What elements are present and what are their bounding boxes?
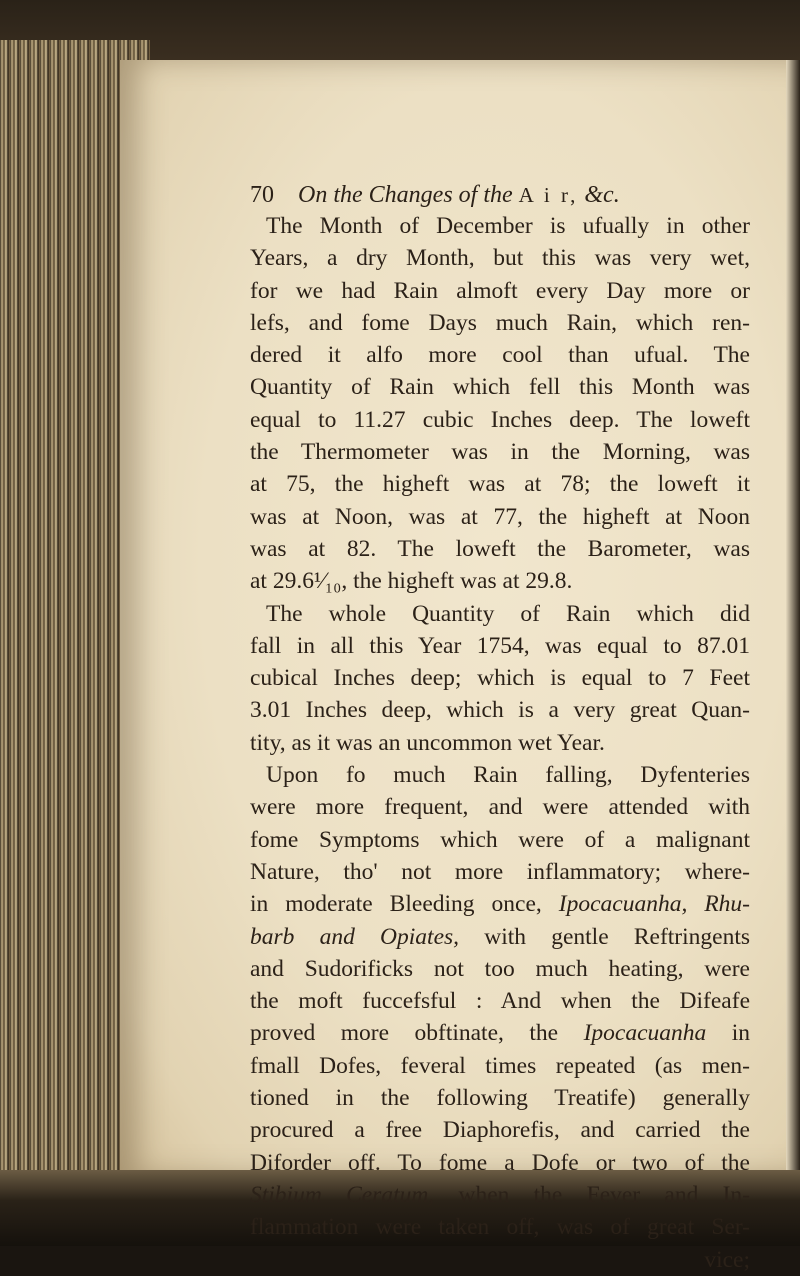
page-text <box>250 180 750 1276</box>
text-line <box>250 921 750 953</box>
text-line: fmall Dofes, feveral times repeated (as men- <box>250 1052 750 1079</box>
running-head-etc: &c. <box>584 182 620 208</box>
text-line: was at Noon, was at 77, the higheft at Noon <box>250 503 750 530</box>
running-head-title: On the Changes of the <box>298 182 513 208</box>
text-line: flammation were taken off, was of great Ser- <box>250 1214 750 1241</box>
text-segment: in moderate Bleeding once, <box>250 891 542 918</box>
text-line <box>250 888 750 920</box>
text-segment: in <box>731 1020 751 1047</box>
catchword: vice; <box>704 1246 750 1273</box>
text-line: cubical Inches deep; which is equal to 7 Feet <box>250 665 750 692</box>
text-line: the Thermometer was in the Morning, was <box>250 439 750 466</box>
page-number: 70 <box>250 182 274 208</box>
text-line: equal to 11.27 cubic Inches deep. The loweft <box>250 406 750 433</box>
italic-term: Stibium Ceratum, <box>250 1181 435 1208</box>
running-head <box>250 180 750 210</box>
text-line: and Sudorificks not too much heating, were <box>250 955 750 982</box>
text-line: 3.01 Inches deep, which is a very great Quan- <box>250 697 750 724</box>
text-segment: with gentle Reftringents <box>484 923 751 950</box>
text-line: for we had Rain almoft every Day more or <box>250 277 750 304</box>
text-line: were more frequent, and were attended with <box>250 794 750 821</box>
text-line: at 75, the higheft was at 78; the loweft it <box>250 471 750 498</box>
text-line <box>250 1017 750 1049</box>
text-line: The whole Quantity of Rain which did <box>266 600 750 627</box>
text-line: lefs, and fome Days much Rain, which ren- <box>250 309 750 336</box>
running-head-caps: A i r, <box>518 183 579 207</box>
text-line: tioned in the following Treatife) generally <box>250 1085 750 1112</box>
italic-term: barb <box>250 923 295 950</box>
text-line: was at 82. The loweft the Barometer, was <box>250 535 750 562</box>
text-segment: proved more obftinate, the <box>250 1020 559 1047</box>
text-line: The Month of December is ufually in other <box>266 213 750 239</box>
text-line: dered it alfo more cool than ufual. The <box>250 342 750 369</box>
italic-term: Ipocacuanha <box>583 1020 707 1047</box>
text-line: fall in all this Year 1754, was equal to 87.01 <box>250 632 750 659</box>
text-line: at 29.6¹⁄₁₀, the higheft was at 29.8. <box>250 568 573 595</box>
text-line: tity, as it was an uncommon wet Year. <box>250 729 605 756</box>
text-line: Diforder off. To fome a Dofe or two of the <box>250 1149 750 1176</box>
text-line: the moft fuccefsful : And when the Difeafe <box>250 988 750 1015</box>
text-line: procured a free Diaphorefis, and carried the <box>250 1117 750 1144</box>
text-line: Years, a dry Month, but this was very wet, <box>250 245 750 272</box>
text-line: fome Symptoms which were of a malignant <box>250 826 750 853</box>
text-line: Nature, tho' not more inflammatory; where- <box>250 858 750 885</box>
italic-term: Ipocacuanha, Rhu- <box>558 891 750 918</box>
text-segment: when the Fever and In- <box>458 1181 751 1208</box>
text-line <box>250 1179 750 1211</box>
text-line: Upon fo much Rain falling, Dyfenteries <box>266 762 750 789</box>
text-line: Quantity of Rain which fell this Month was <box>250 374 750 401</box>
italic-term: and Opiates, <box>319 923 460 950</box>
page-right-edge <box>786 60 800 1180</box>
